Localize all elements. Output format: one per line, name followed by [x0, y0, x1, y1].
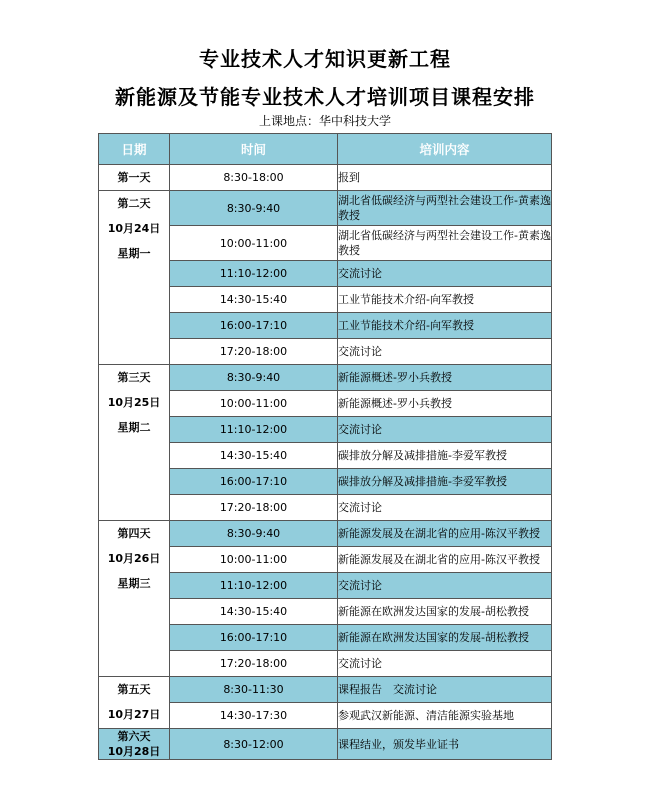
title-line-1: 专业技术人才知识更新工程	[199, 47, 451, 71]
schedule-table	[98, 133, 552, 760]
table-row	[99, 365, 552, 391]
date-line: 第四天	[117, 527, 151, 540]
date-line: 第六天	[117, 730, 151, 743]
content-cell: 新能源概述-罗小兵教授	[338, 391, 552, 417]
location-text: 上课地点：华中科技大学	[258, 114, 391, 128]
date-cell	[99, 729, 170, 760]
content-cell: 新能源发展及在湖北省的应用-陈汉平教授	[338, 521, 552, 547]
time-cell: 11:10-12:00	[170, 573, 338, 599]
date-cell	[99, 165, 170, 191]
content-cell: 湖北省低碳经济与两型社会建设工作-黄素逸教授	[338, 226, 552, 261]
content-cell: 湖北省低碳经济与两型社会建设工作-黄素逸教授	[338, 191, 552, 226]
date-line: 10月24日	[107, 222, 161, 235]
time-cell: 17:20-18:00	[170, 651, 338, 677]
content-cell: 交流讨论	[338, 339, 552, 365]
time-cell: 14:30-15:40	[170, 443, 338, 469]
content-cell: 碳排放分解及减排措施-李爱军教授	[338, 443, 552, 469]
time-cell: 16:00-17:10	[170, 313, 338, 339]
date-line: 10月26日	[107, 552, 161, 565]
time-cell: 11:10-12:00	[170, 261, 338, 287]
date-line: 10月25日	[107, 396, 161, 409]
content-cell: 交流讨论	[338, 495, 552, 521]
date-cell	[99, 191, 170, 365]
time-cell: 17:20-18:00	[170, 495, 338, 521]
date-line: 第一天	[117, 171, 151, 184]
date-line: 第二天	[117, 197, 151, 210]
date-cell	[99, 677, 170, 729]
title-line-2: 新能源及节能专业技术人才培训项目课程安排	[115, 85, 535, 109]
date-line: 10月27日	[107, 708, 161, 721]
table-row	[99, 521, 552, 547]
time-cell: 16:00-17:10	[170, 469, 338, 495]
date-line: 星期二	[117, 421, 151, 434]
time-cell: 14:30-15:40	[170, 599, 338, 625]
table-row	[99, 191, 552, 226]
time-cell: 8:30-9:40	[170, 521, 338, 547]
content-cell: 报到	[338, 165, 552, 191]
content-cell: 课程报告 交流讨论	[338, 677, 552, 703]
content-cell: 参观武汉新能源、清洁能源实验基地	[338, 703, 552, 729]
time-cell: 8:30-18:00	[170, 165, 338, 191]
content-cell: 交流讨论	[338, 261, 552, 287]
content-cell: 工业节能技术介绍-向军教授	[338, 287, 552, 313]
content-cell: 课程结业，颁发毕业证书	[338, 729, 552, 760]
date-line: 星期一	[117, 247, 151, 260]
date-line: 星期三	[117, 577, 151, 590]
time-cell: 11:10-12:00	[170, 417, 338, 443]
column-header-content: 培训内容	[338, 134, 552, 165]
time-cell: 10:00-11:00	[170, 226, 338, 261]
table-row	[99, 677, 552, 703]
time-cell: 17:20-18:00	[170, 339, 338, 365]
content-cell: 新能源发展及在湖北省的应用-陈汉平教授	[338, 547, 552, 573]
content-cell: 工业节能技术介绍-向军教授	[338, 313, 552, 339]
date-line: 第三天	[117, 371, 151, 384]
schedule-body	[99, 165, 552, 760]
content-cell: 新能源在欧洲发达国家的发展-胡松教授	[338, 599, 552, 625]
date-line: 第五天	[117, 683, 151, 696]
time-cell: 8:30-12:00	[170, 729, 338, 760]
table-header-row	[99, 134, 552, 165]
content-cell: 交流讨论	[338, 573, 552, 599]
date-cell	[99, 365, 170, 521]
time-cell: 8:30-9:40	[170, 365, 338, 391]
time-cell: 10:00-11:00	[170, 391, 338, 417]
content-cell: 新能源在欧洲发达国家的发展-胡松教授	[338, 625, 552, 651]
time-cell: 14:30-15:40	[170, 287, 338, 313]
time-cell: 10:00-11:00	[170, 547, 338, 573]
table-row	[99, 165, 552, 191]
column-header-date: 日期	[99, 134, 170, 165]
content-cell: 碳排放分解及减排措施-李爱军教授	[338, 469, 552, 495]
table-row	[99, 729, 552, 760]
content-cell: 新能源概述-罗小兵教授	[338, 365, 552, 391]
time-cell: 14:30-17:30	[170, 703, 338, 729]
content-cell: 交流讨论	[338, 651, 552, 677]
time-cell: 8:30-11:30	[170, 677, 338, 703]
date-cell	[99, 521, 170, 677]
time-cell: 8:30-9:40	[170, 191, 338, 226]
content-cell: 交流讨论	[338, 417, 552, 443]
date-line: 10月28日	[107, 745, 161, 758]
time-cell: 16:00-17:10	[170, 625, 338, 651]
column-header-time: 时间	[170, 134, 338, 165]
